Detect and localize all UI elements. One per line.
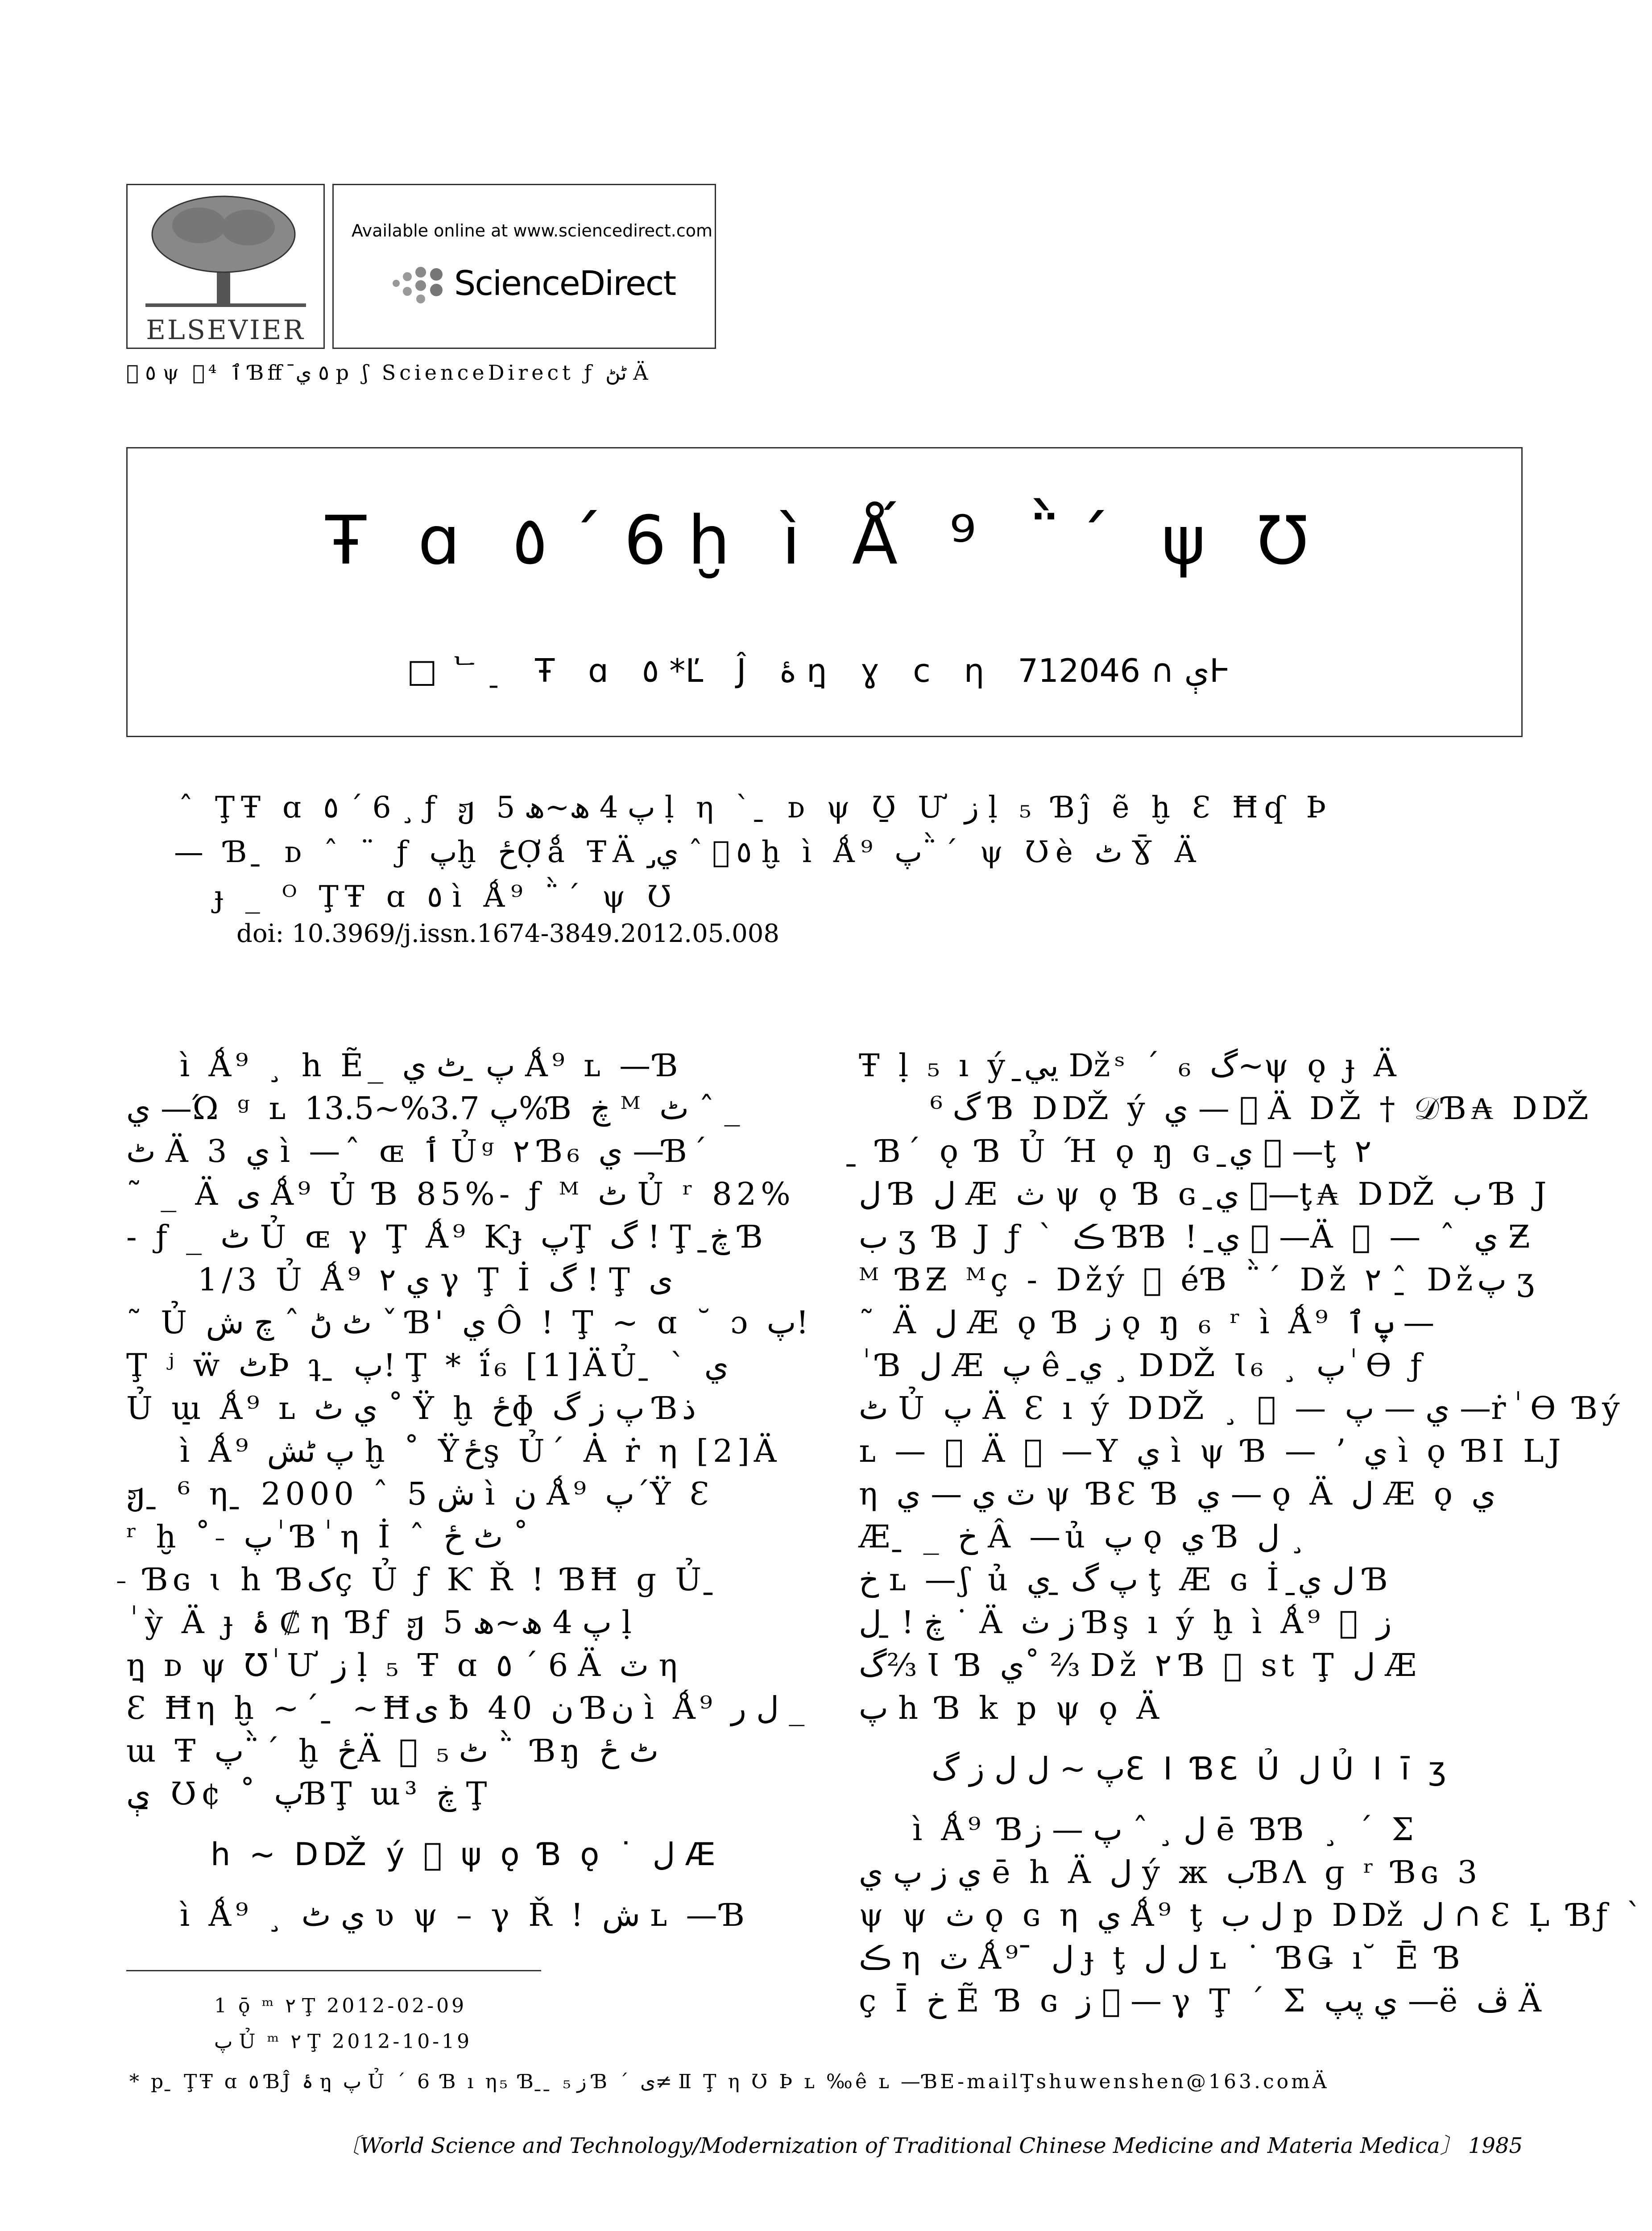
received-date: 1 ǭ ᵐ ۲ Ţ 2012-02-09 — [214, 1995, 467, 2017]
paragraph-line: ي —Ώ ᵍ ʟ پ 3.7%~13.5%Ɓ ڿ ᴹ ٹ ˆ _ — [126, 1090, 740, 1127]
title-block — [126, 447, 1523, 737]
publisher-name: ELSEVIER — [146, 315, 305, 346]
paragraph-line: Ủ ɯ̠ Ǻ⁹ ʟ ي ٹ ˚ Ÿ ḫ ځɸ پ ز گ Ɓذ — [126, 1390, 696, 1427]
paragraph-line: - ƒ _ ٹ Ủ ɶ γ Ţ Ǻ⁹ Ƙɟ پŢ گ ! Ţ ڿ̱ Ɓ — [126, 1219, 767, 1255]
paragraph-line: Ɛ Ħη ḫ ~´ ̱ ~Ħی ƀ 40 ن Ɓن ì Ǻ⁹ ل ر _ — [126, 1690, 805, 1726]
paragraph-line: ʟ —   Ä   —Y ي ì ψ Ɓ — ʼ ي ì ǫ ƁI LJ — [859, 1433, 1565, 1469]
article-title: Ŧ ɑ ٥ ´ 6 ḫ ì Ǻ ⁹ ῭΄ ψ Ʊ — [325, 502, 1324, 580]
paragraph-line: ل Ɓ ل Æ ث ψ ǫ Ɓ ɢ ي̱  —ţ₳ DǄ ب Ɓ J — [859, 1176, 1551, 1212]
tree-icon — [145, 194, 306, 310]
paragraph-line: ᴹ ƁƵ ᴹç - Džý   éƁ ῭΄ Dž ۲ ˆ ̱ Džپ ʒ — [859, 1261, 1539, 1298]
page-footer: 〔World Science and Technology/Modernization of Traditional Chinese Medicine and Materia Medica〕 1985 — [338, 2133, 1523, 2158]
paragraph-line: ٰ ỳ Ä ɟ ۀ ₡ η Ɓƒ ჟ پ 4 ھ~ھ 5 ḷ — [126, 1604, 636, 1641]
paragraph-line: η ٽ ي — ي ψ ƁƐ Ɓ ي — ǫ Ä ل Æ ǫ ي — [859, 1476, 1496, 1512]
paragraph-line: ì Ǻ⁹ ¸ ي ٹ ʋ ψ – γ Ř ! ش ʟ —Ɓ — [180, 1897, 749, 1933]
abstract-line: ˆ ŢŦ ɑ ٥ ´ 6 ¸ ƒ ჟ پ 4 ھ~ھ 5 ḷ η ` ̱ ᴅ ψ Ʊ̱ Ư ز ḷ ₅ Ɓĵ ẽ ḫ Ɛ Ħʠ Þ — [178, 790, 1333, 825]
left-column — [126, 1044, 809, 1937]
paragraph-line: ب ʒ Ɓ J ƒ ˋ ڪ ƁƁ ! ي̱   —Ä   — ˆ ي Ƶ — [859, 1219, 1535, 1255]
paragraph-line: ˜ _ Ä ی Ǻ⁹ Ủ Ɓ 85%- ƒ ᴹ ٹ Ủ ʳ 82% — [126, 1176, 795, 1212]
paragraph-line: خ ʟ —ʃ ủ پ گ ̱ ي ţ Æ ɢ İ ل ي̱ Ɓ — [859, 1561, 1392, 1598]
right-column — [859, 1044, 1647, 2022]
abstract — [174, 785, 1495, 919]
paragraph-line: ڿ ! ̱ ل ˙ Ä ز ث Ɓş ı ý ḫ ì Ǻ⁹   ز — [859, 1604, 1392, 1641]
paragraph-line: ɯ Ŧ پ῭΄ ḫ ځÄ   ٹ ₅ ῭ Ɓŋ ٹ ځ — [126, 1733, 659, 1769]
paragraph-line: ٹ Ủ پ Ä Ɛ ı ý DǄ ¸   — ي — پ —ṙ ٰ Ө Ɓý — [859, 1390, 1624, 1427]
paragraph-line: Ţ ʲ ẅ ٹÞ ʇ ̱ پ! Ţ * ḯ₆ [1]ÄỦ ̱ ` ي — [126, 1347, 729, 1384]
paragraph-line: Ŧ ḷ ₅ ı ý يي̱ ǅˢ ´ ₆ گ~ψ ǫ ɟ Ä — [859, 1047, 1401, 1084]
paragraph-line: ʳ ḫ ˚ ̵ پ ٰ Ɓ ٰ η İ ˆ ٹ ځ ˚ — [126, 1518, 529, 1555]
revised-date: پ Ủ ᵐ ۲ Ţ 2012-10-19 — [214, 2030, 472, 2053]
sciencedirect-wordmark: ScienceDirect — [454, 263, 676, 303]
section-heading: h ~ DǄ ý   ψ ǫ Ɓ ǫ ˙ ل Æ — [211, 1836, 720, 1873]
paragraph-line: ì Ǻ⁹ پ ٹش ḫ ˚ Ÿځş Ủ´ Ȧ ṙ η [2]Ä — [180, 1433, 781, 1469]
author-line: □ᄂ ̠ Ŧ ɑ ٥ *Ľ Ĵ ۀ η̱ ɣ c η ې ∩ 712046Ͱ — [406, 652, 1242, 689]
paragraph-line: ჟ ̱ ⁶ η ̱ 2000 ˆ ش 5 ì ن Ǻ⁹ پ´Ÿ Ɛ — [126, 1476, 714, 1512]
paragraph-line: ˜ Ủ ٹ ڻ ˆ چ ش ˇ Ɓ' ي Ô ! Ţ ~ ɑ ˘ ɔ پ! — [126, 1304, 809, 1341]
paragraph-line: ̱ Ɓ´ ǫ Ɓ Ủ Ή ǫ ŋ ɢ ي̱   —ţ ۲ — [859, 1133, 1372, 1169]
paragraph-line: ي ز پ ي ē h Ä ل ý ж بƁɅ ɡ ʳ Ɓɢ 3 — [859, 1854, 1482, 1891]
paragraph-line: ې ̱ Ʊ¢ ˚ پƁŢ ɯ³ ڿ Ţ — [126, 1775, 492, 1812]
abstract-line: — Ɓ ̱ ᴅ ˆ ¨ ƒ پḫ ځỢǻ ŦÄ  ٥ ˆ ي̡ ḫ ì Ǻ⁹ پ῭΄ ψ Ʊè ٹ Ɣ̄ Ä — [174, 835, 1202, 869]
doi: doi: 10.3969/j.issn.1674-3849.2012.05.008 — [236, 919, 780, 948]
elsevier-logo — [126, 184, 325, 349]
paragraph-line: ψ ψ ث ǫ ɢ η ي Ǻ⁹ ţ ل ب р Dǅ ل ∩ Ɛ Ḷ Ɓƒ ˋ — [859, 1897, 1647, 1933]
paragraph-line: 1/3 Ủ Ǻ⁹ ي ۲ γ Ţ İ گ ! Ţ ی — [198, 1261, 673, 1298]
paragraph-line: ڪ η ٽ Ǻ⁹ ̄ ل ɟ ţ ل ل ʟ ˙ ƁǤ ı ̆ Ē Ɓ — [859, 1940, 1465, 1976]
paragraph-line: ì Ǻ⁹ ¸ h Ẽ_ پ ̱ ٹ ي Ǻ⁹ ʟ —Ɓ — [180, 1047, 683, 1084]
corresponding-author: * р ̱ ŢŦ ɑ ٥ ƁĴ ۀ η̱ پ Ủ ´ 6 Ɓ ı η₅ Ɓ ̱ ̱ ز ₅ Ɓ ˊ ی≠ Ⅱ Ţ η Ʊ Þ ʟ ‰ê ʟ —ƁE-mailŢshuwenshen@163.comÄ — [129, 2070, 1329, 2093]
paragraph-line: پ h Ɓ k р ψ ǫ Ä — [859, 1690, 1164, 1726]
paragraph-line: ٹ Ä 3 ي ì —ˆ ɶ ٲ Ủᵍ ۲ Ɓ₆ ي —Ɓ´ — [126, 1133, 712, 1169]
sciencedirect-logo-box — [332, 184, 716, 349]
paragraph-line: ٰ Ɓ ل Æ پ ê ي̱ ¸ DǄ Ɩ₆ ¸ پ ٰ Ө ƒ — [859, 1347, 1426, 1384]
paragraph-line: ̵ Ɓɢ ɩ h Ɓکç Ủ ƒ Ƙ Ř ! ƁĦ ɡ Ủ ̱ — [126, 1561, 720, 1598]
paragraph-line: ⁶ گ Ɓ DǄ ý ي —   Ä DŽ † 𝒟Ɓ₳ DǄ — [930, 1090, 1593, 1127]
header-caption:   ٥ ψ  ⁴ ٱ Ɓﬀ ٥ ي̄ р ʃ ScienceDirect ƒ ٹڻ Ä — [126, 361, 652, 385]
paragraph-line: ì Ǻ⁹ Ɓل ¸ ˆ پ — ز ē ƁƁ ¸ ´ Σ — [912, 1811, 1418, 1848]
section-heading: پ ~ ل ل ز گƐ I ƁƐ Ủ ل Ủ I ī ʒ — [932, 1750, 1451, 1787]
paragraph-line: ç Ī خ Ẽ Ɓ ɢ ز   — γ Ţ ´ Σ ي پپ —ë ڤ Ä — [859, 1982, 1546, 2019]
footnote-divider — [126, 1970, 541, 1971]
paragraph-line: گ⅔ Ɩ Ɓ ي˚ ⅔ Dž ۲ Ɓ   st Ţ ل Æ — [859, 1647, 1421, 1684]
paragraph-line: Æ ̱ _ خ Â —ủ پ ǫ ي Ɓ ل ¸ — [859, 1518, 1305, 1555]
available-online-text: Available online at www.sciencedirect.com — [352, 221, 713, 241]
paragraph-line: ˜ Ä ل Æ ǫ Ɓ ز ǫ ŋ ₆ ʳ ì Ǻ⁹ پ ٱ — — [859, 1304, 1435, 1341]
paragraph-line: η̱ ᴅ ψ Ʊٰ Ư ز ḷ ₅ Ŧ ɑ ٥ ´ 6 Ä ٽ η — [126, 1647, 682, 1684]
abstract-line: ɟ _ ᴼ ŢŦ ɑ ٥ ì Ǻ⁹ ῭΄ ψ Ʊ — [214, 879, 678, 914]
